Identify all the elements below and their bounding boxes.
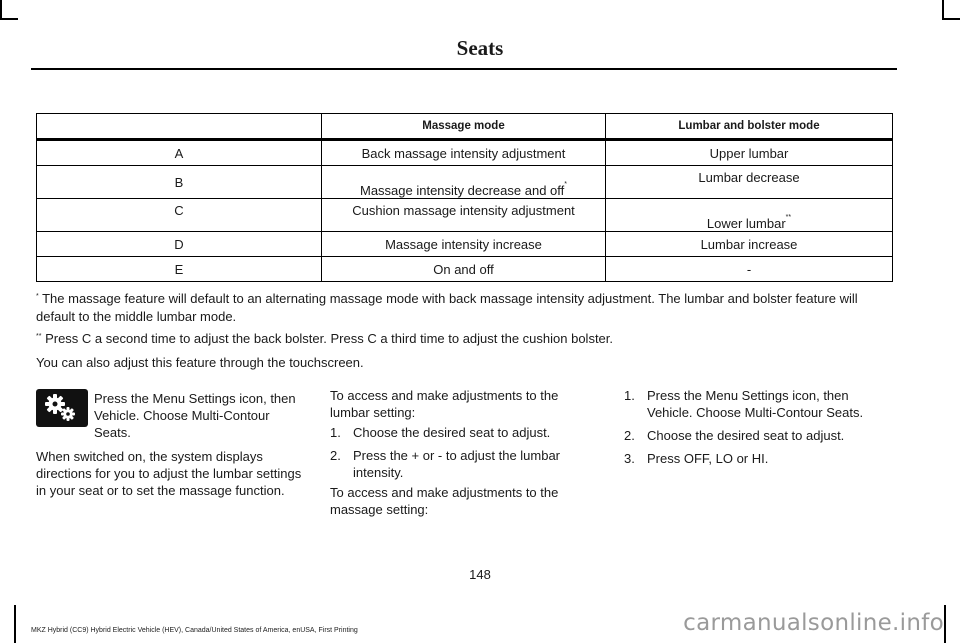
- table-cell-lumbar-text: [706, 213, 792, 231]
- table-header-lumbar: Lumbar and bolster mode: [606, 114, 893, 140]
- table-cell-massage-text: [359, 180, 567, 198]
- step-number: 2.: [624, 428, 635, 443]
- list-item: [624, 450, 890, 467]
- lumbar-text: Lower lumbar: [706, 215, 786, 231]
- intro-paragraph: You can also adjust this feature through the touchscreen.: [36, 355, 364, 370]
- step-number: 3.: [624, 451, 635, 466]
- key-text: C: [174, 202, 184, 218]
- table-cell-key: D: [37, 232, 322, 257]
- crop-mark: [942, 18, 960, 20]
- footnote-2: [36, 330, 896, 348]
- step-text: Press the Menu Settings icon, then Vehicle. Choose Multi-Contour Seats.: [647, 388, 864, 420]
- table-cell-massage: On and off: [322, 257, 606, 282]
- table-cell-key: [37, 199, 322, 232]
- footnote-1: [36, 290, 896, 326]
- header-rule: [31, 68, 897, 70]
- footnote-text: Press C a second time to adjust the back bolster. Press C a third time to adjust the cushion bolster.: [41, 331, 614, 346]
- table-cell-massage: [322, 199, 606, 232]
- massage-text: Massage intensity decrease and off: [359, 182, 565, 198]
- table-header-row: [37, 114, 893, 140]
- list-item: [330, 424, 590, 441]
- list-item: [624, 427, 890, 444]
- step-number: 2.: [330, 448, 341, 463]
- table-cell-lumbar: [606, 166, 893, 199]
- table-row: [37, 232, 893, 257]
- lumbar-intro: To access and make adjustments to the lumbar setting:: [330, 388, 559, 420]
- list-item: [330, 447, 590, 481]
- table-header-massage: Massage mode: [322, 114, 606, 140]
- lumbar-text: Lumbar decrease: [698, 169, 800, 185]
- table-cell-massage: Back massage intensity adjustment: [322, 140, 606, 166]
- lumbar-steps: [330, 424, 590, 487]
- page-number: 148: [469, 567, 491, 582]
- table-cell-key: E: [37, 257, 322, 282]
- footnote-marker: *: [564, 180, 567, 188]
- table-cell-lumbar: Lumbar increase: [606, 232, 893, 257]
- massage-lumbar-table: [36, 113, 893, 282]
- step-text: Press OFF, LO or HI.: [647, 451, 769, 466]
- crop-mark: [0, 0, 2, 18]
- footnote-text: The massage feature will default to an alternating massage mode with back massage intensity adjustment. The lumbar and bolster feature will default to the middle lumbar mode.: [36, 291, 858, 324]
- table-row: [37, 257, 893, 282]
- table-cell-massage: Massage intensity increase: [322, 232, 606, 257]
- table-cell-key: A: [37, 140, 322, 166]
- step-text: Press the + or - to adjust the lumbar intensity.: [353, 448, 561, 480]
- crop-mark: [942, 0, 944, 18]
- footnote-marker: *: [36, 293, 39, 300]
- step-text: Choose the desired seat to adjust.: [353, 425, 551, 440]
- crop-mark: [0, 18, 18, 20]
- footnote-marker: **: [36, 333, 42, 340]
- crop-mark: [14, 605, 16, 643]
- list-item: [624, 387, 890, 421]
- step-number: 1.: [330, 425, 341, 440]
- step-number: 1.: [624, 388, 635, 403]
- settings-icon-caption: Press the Menu Settings icon, then Vehicle. Choose Multi-Contour Seats.: [94, 391, 296, 440]
- footnote-marker: **: [785, 213, 792, 221]
- table-row: [37, 199, 893, 232]
- gear-icon: [36, 389, 88, 427]
- page-title: Seats: [456, 36, 504, 60]
- table-row: [37, 166, 893, 199]
- table-header-key: [37, 114, 322, 140]
- massage-intro: To access and make adjustments to the massage setting:: [330, 485, 559, 517]
- table-row: [37, 140, 893, 166]
- table-cell-lumbar: Upper lumbar: [606, 140, 893, 166]
- massage-text: Cushion massage intensity adjustment: [352, 202, 575, 218]
- document-footer: MKZ Hybrid (CC9) Hybrid Electric Vehicle (HEV), Canada/United States of America, enUSA, First Printing: [31, 627, 358, 634]
- crop-mark: [944, 605, 946, 643]
- massage-steps: [624, 387, 890, 473]
- watermark: carmanualsonline.info: [683, 610, 944, 636]
- table-cell-massage: [322, 166, 606, 199]
- table-cell-key: B: [37, 166, 322, 199]
- table-cell-lumbar: [606, 199, 893, 232]
- gear-icon-graphic: [36, 389, 88, 427]
- system-description: When switched on, the system displays directions for you to adjust the lumbar settings in your seat or to set the massage function.: [36, 449, 302, 498]
- step-text: Choose the desired seat to adjust.: [647, 428, 845, 443]
- table-cell-lumbar: -: [606, 257, 893, 282]
